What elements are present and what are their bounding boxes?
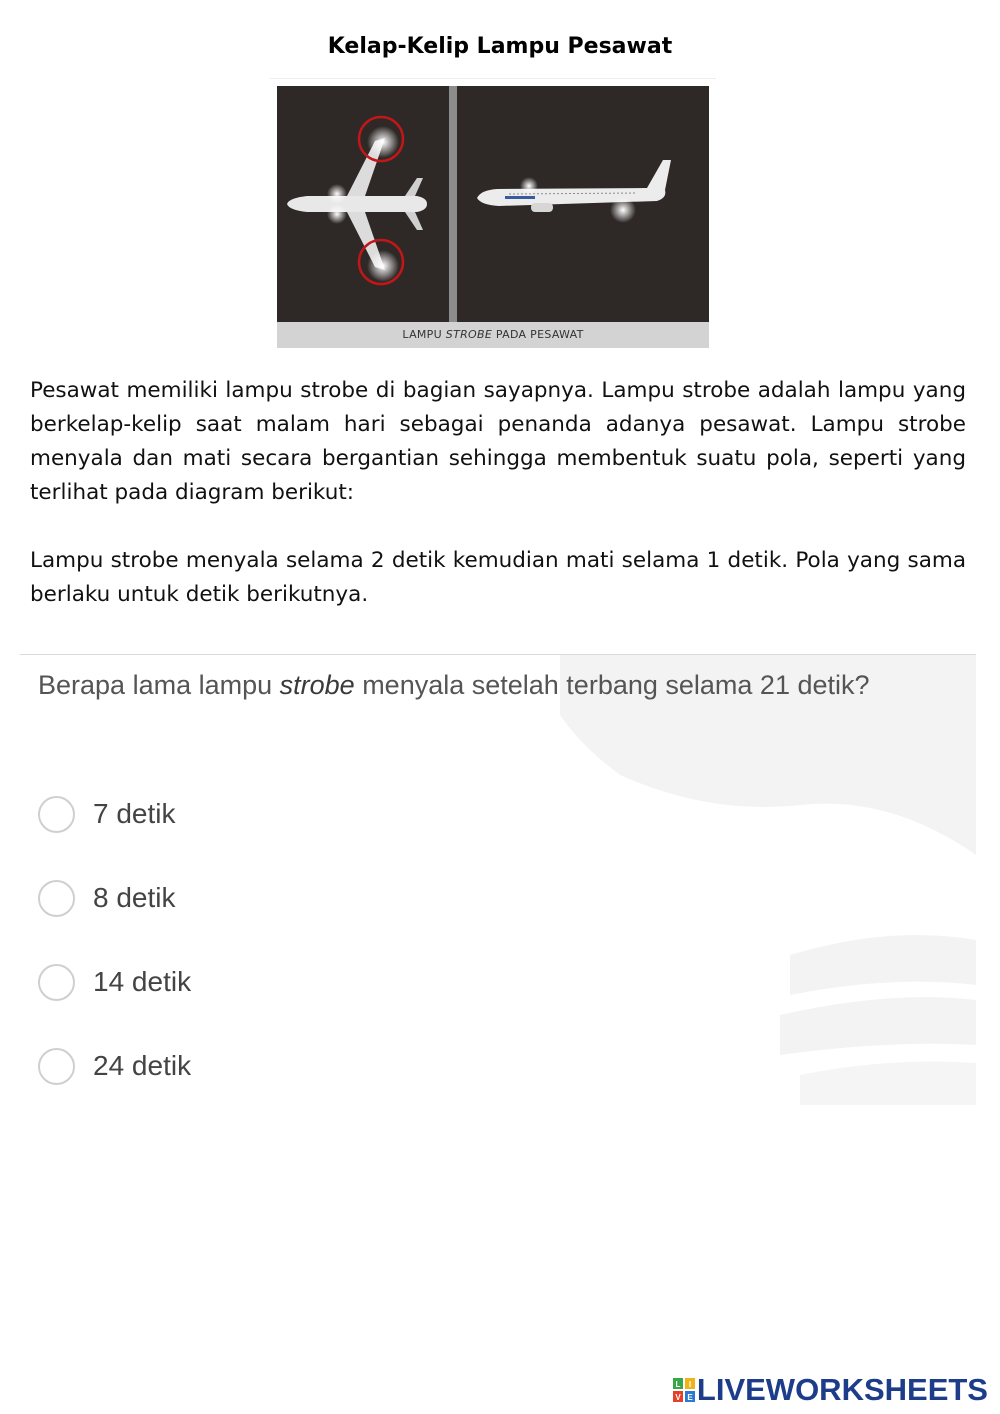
option-label: 8 detik	[93, 882, 176, 913]
figure-caption: LAMPU STROBE PADA PESAWAT	[402, 328, 584, 341]
question-text: Berapa lama lampu strobe menyala setelah terbang selama 21 detik?	[38, 670, 870, 700]
answer-option[interactable]	[38, 796, 338, 836]
svg-text:V: V	[675, 1393, 681, 1402]
airplane-strobe-figure	[277, 86, 709, 348]
option-label: 24 detik	[93, 1050, 192, 1081]
svg-text:L: L	[675, 1380, 681, 1389]
radio-button[interactable]	[38, 1048, 75, 1085]
answer-option[interactable]	[38, 880, 338, 920]
pattern-paragraph: Lampu strobe menyala selama 2 detik kemudian mati selama 1 detik. Pola yang sama berlaku untuk detik berikutnya.	[30, 548, 966, 607]
logo-mark-icon	[673, 1378, 695, 1402]
svg-text:I: I	[688, 1380, 692, 1389]
radio-button[interactable]	[38, 964, 75, 1001]
option-label: 14 detik	[93, 966, 192, 997]
answer-option[interactable]	[38, 1048, 338, 1088]
radio-button[interactable]	[38, 880, 75, 917]
brand-name: LIVEWORKSHEETS	[696, 1372, 988, 1407]
intro-paragraph: Pesawat memiliki lampu strobe di bagian sayapnya. Lampu strobe adalah lampu yang berkelap-kelip saat malam hari sebagai penanda adanya pesawat. Lampu strobe menyala dan mati secara bergantian sehingga membentuk suatu pola, seperti yang terlihat pada diagram berikut:	[30, 378, 966, 505]
svg-text:E: E	[687, 1393, 693, 1402]
figure-divider	[270, 78, 716, 79]
page-title: Kelap-Kelip Lampu Pesawat	[327, 34, 673, 59]
radio-button[interactable]	[38, 796, 75, 833]
airplane-illustration	[277, 86, 709, 322]
liveworksheets-logo	[673, 1372, 988, 1408]
watermark-shape	[560, 655, 980, 1115]
option-label: 7 detik	[93, 798, 176, 829]
answer-option[interactable]	[38, 964, 338, 1004]
